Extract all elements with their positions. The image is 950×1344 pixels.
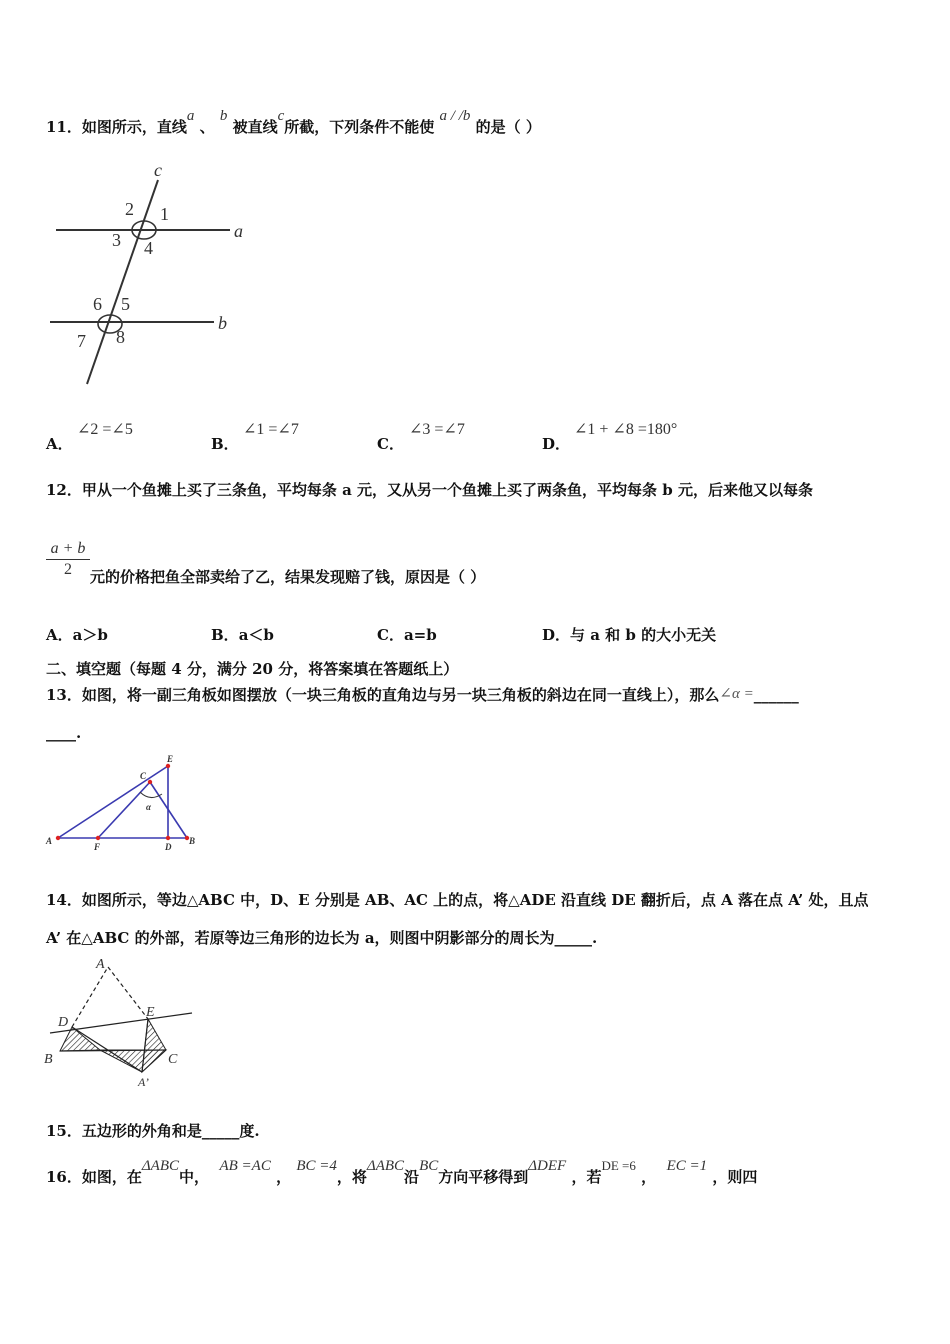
q11-option-a[interactable]: A． (46, 435, 73, 453)
segment-cf (98, 782, 150, 838)
label-b: b (218, 313, 227, 333)
q11-text-4: 的是（ ） (475, 118, 541, 136)
q16-eq-ab-ac: AB =AC (219, 1158, 271, 1174)
q12-line-1: 12．甲从一个鱼摊上买了三条鱼，平均每条 a 元，又从另一个鱼摊上买了两条鱼，平均每条 b 元，后来他又以每条 (46, 481, 813, 499)
q11-option-d[interactable]: D． (542, 435, 571, 453)
label-f: F (94, 842, 101, 852)
q14-figure (44, 955, 194, 1089)
label-b: B (189, 836, 196, 846)
q16-eq-de: DE =6 (601, 1158, 636, 1173)
label-a: A (96, 957, 105, 972)
label-2: 2 (125, 199, 134, 219)
q11-sep: 、 (199, 118, 215, 136)
label-a: a (234, 221, 243, 241)
label-e: E (167, 754, 174, 764)
q11-text-2: 被直线 (232, 118, 278, 136)
q11-option-c-expr: ∠3 =∠7 (409, 421, 465, 438)
q11-option-c[interactable]: C． (377, 435, 404, 453)
label-1: 1 (160, 204, 169, 224)
q12-option-d[interactable]: D．与 a 和 b 的大小无关 (542, 626, 717, 644)
label-b: B (44, 1052, 53, 1067)
q11-number: 11． (46, 118, 82, 136)
q11-figure (46, 158, 256, 390)
q16-bc: BC (419, 1158, 439, 1174)
q13-blank-1: ______ (753, 686, 799, 704)
q13-expr: ∠α = (719, 686, 754, 702)
q11-text-3: 所截，下列条件不能使 (284, 118, 435, 136)
q11-condition: a / /b (439, 108, 471, 124)
q13-line-1 (46, 684, 799, 705)
line-de (50, 1013, 192, 1033)
point-e (166, 764, 170, 768)
q13-figure (44, 752, 204, 856)
label-6: 6 (93, 294, 102, 314)
label-c: C (140, 771, 147, 781)
q12-option-b[interactable]: B．a＜b (211, 626, 274, 644)
q11-option-b-expr: ∠1 =∠7 (243, 421, 299, 438)
label-a-prime: A’ (138, 1075, 149, 1089)
label-3: 3 (112, 230, 121, 250)
label-e: E (146, 1005, 155, 1020)
label-4: 4 (144, 238, 153, 258)
q16-eq-bc: BC =4 (296, 1158, 337, 1174)
q12-fraction (46, 540, 90, 579)
point-f (96, 836, 100, 840)
dashed-da (72, 967, 108, 1027)
q16-tri-def: ΔDEF (528, 1158, 567, 1174)
label-alpha: α (146, 802, 151, 812)
point-d (166, 836, 170, 840)
q12-fraction-denominator: 2 (64, 561, 72, 578)
label-5: 5 (121, 294, 130, 314)
q11-text-1: 如图所示，直线 (81, 118, 187, 136)
q12-option-a[interactable]: A．a＞b (46, 626, 108, 644)
q11-option-a-expr: ∠2 =∠5 (77, 421, 133, 438)
label-7: 7 (77, 331, 86, 351)
q13-text: 13．如图，将一副三角板如图摆放（一块三角板的直角边与另一块三角板的斜边在同一直线上），那么 (46, 686, 720, 704)
label-8: 8 (116, 327, 125, 347)
dashed-ae (108, 967, 148, 1019)
section-2-heading: 二、填空题（每题 4 分，满分 20 分，将答案填在答题纸上） (46, 660, 459, 678)
q16-tri-abc-2: ΔABC (366, 1158, 405, 1174)
label-a: A (46, 836, 53, 846)
point-c (148, 780, 152, 784)
q16-line: 16．如图，在ΔABC中， AB =AC ， BC =4，将ΔABC沿BC方向平移得到ΔDEF ，若DE =6 ， EC =1 ，则四 (46, 1158, 758, 1186)
q13-blank-2: ____. (46, 724, 82, 742)
q14-line-1: 14．如图所示，等边△ABC 中，D、E 分别是 AB、AC 上的点，将△ADE 沿直线 DE 翻折后，点 A 落在点 A’ 处，且点 (46, 891, 869, 909)
label-c: C (168, 1052, 178, 1067)
q11-var-b: b (219, 108, 228, 124)
q12-fraction-numerator: a + b (46, 540, 90, 560)
label-d: D (58, 1015, 69, 1030)
point-a (56, 836, 60, 840)
q12-line-2: 元的价格把鱼全部卖给了乙，结果发现赔了钱，原因是（ ） (90, 568, 486, 586)
q12-option-c[interactable]: C．a=b (377, 626, 437, 644)
q11-option-d-expr: ∠1 + ∠8 =180° (574, 421, 678, 438)
q14-line-2: A’ 在△ABC 的外部，若原等边三角形的边长为 a，则图中阴影部分的周长为_____. (46, 929, 598, 947)
q16-tri-abc-1: ΔABC (141, 1158, 180, 1174)
label-d: D (165, 842, 172, 852)
segment-ae (58, 766, 168, 838)
q11-var-c: c (277, 108, 285, 124)
q15-line: 15．五边形的外角和是_____度. (46, 1122, 260, 1140)
label-c: c (154, 160, 162, 180)
q16-eq-ec: EC =1 (666, 1158, 708, 1174)
q11-stem (46, 108, 541, 137)
line-c (87, 180, 158, 384)
q11-var-a: a (186, 108, 195, 124)
q11-option-b[interactable]: B． (211, 435, 239, 453)
